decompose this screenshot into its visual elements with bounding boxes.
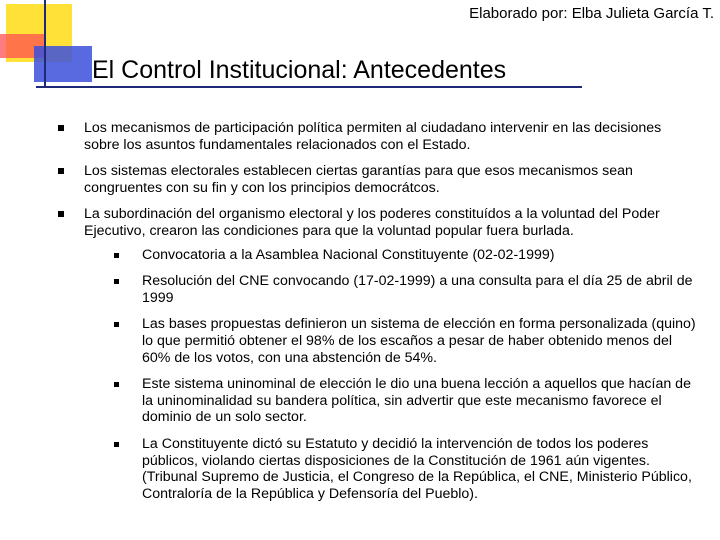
bullet-item (58, 163, 698, 196)
sub-bullet-item (114, 436, 698, 502)
slide-title: El Control Institucional: Antecedentes (92, 56, 507, 84)
sub-bullet-item (114, 247, 698, 264)
bullet-text: Los sistemas electorales establecen ciertas garantías para que esos mecanismos sean congruentes con su fin y con los principios democrátcos. (84, 163, 633, 196)
sub-bullet-item (114, 316, 698, 366)
author-credit: Elaborado por: Elba Julieta García T. (469, 5, 714, 22)
sub-bullet-text: Las bases propuestas definieron un sistema de elección en forma personalizada (quino) lo que permitió obtener el 98% de los escaños a pesar de haber obtenido menos del 60% de los votos, con una abstención de 54%. (142, 316, 696, 366)
sub-bullet-item (114, 273, 698, 306)
sub-bullet-text: Resolución del CNE convocando (17-02-1999) a una consulta para el día 25 de abril de 1999 (142, 273, 693, 306)
bullet-item (58, 120, 698, 153)
decorative-vertical-line (44, 0, 46, 88)
bullet-text: La subordinación del organismo electoral y los poderes constituídos a la voluntad del Poder Ejecutivo, crearon las condiciones para que la voluntad popular fuera burlada. (84, 206, 660, 239)
bullet-text: Los mecanismos de participación política permiten al ciudadano intervenir en las decisiones sobre los asuntos fundamentales relacionados con el Estado. (84, 120, 662, 153)
decorative-blue-square (34, 46, 92, 82)
bullet-item (58, 206, 698, 502)
slide-content (58, 120, 698, 512)
sub-bullet-list (114, 247, 698, 503)
title-underline (36, 86, 582, 88)
sub-bullet-text: Este sistema uninominal de elección le dio una buena lección a aquellos que hacían de la uninominalidad su bandera política, sin advertir que este mecanismo favorece el dominio de un solo sector. (142, 376, 691, 426)
sub-bullet-item (114, 376, 698, 426)
sub-bullet-text: La Constituyente dictó su Estatuto y decidió la intervención de todos los poderes públicos, violando ciertas disposiciones de la Constitución de 1961 aún vigentes. (Tribunal Supremo de Justicia, el Congreso de la República, el CNE, Ministerio Público, Contraloría de la República y Defensoría del Pueblo). (142, 435, 692, 502)
sub-bullet-text: Convocatoria a la Asamblea Nacional Constituyente (02-02-1999) (142, 246, 555, 263)
